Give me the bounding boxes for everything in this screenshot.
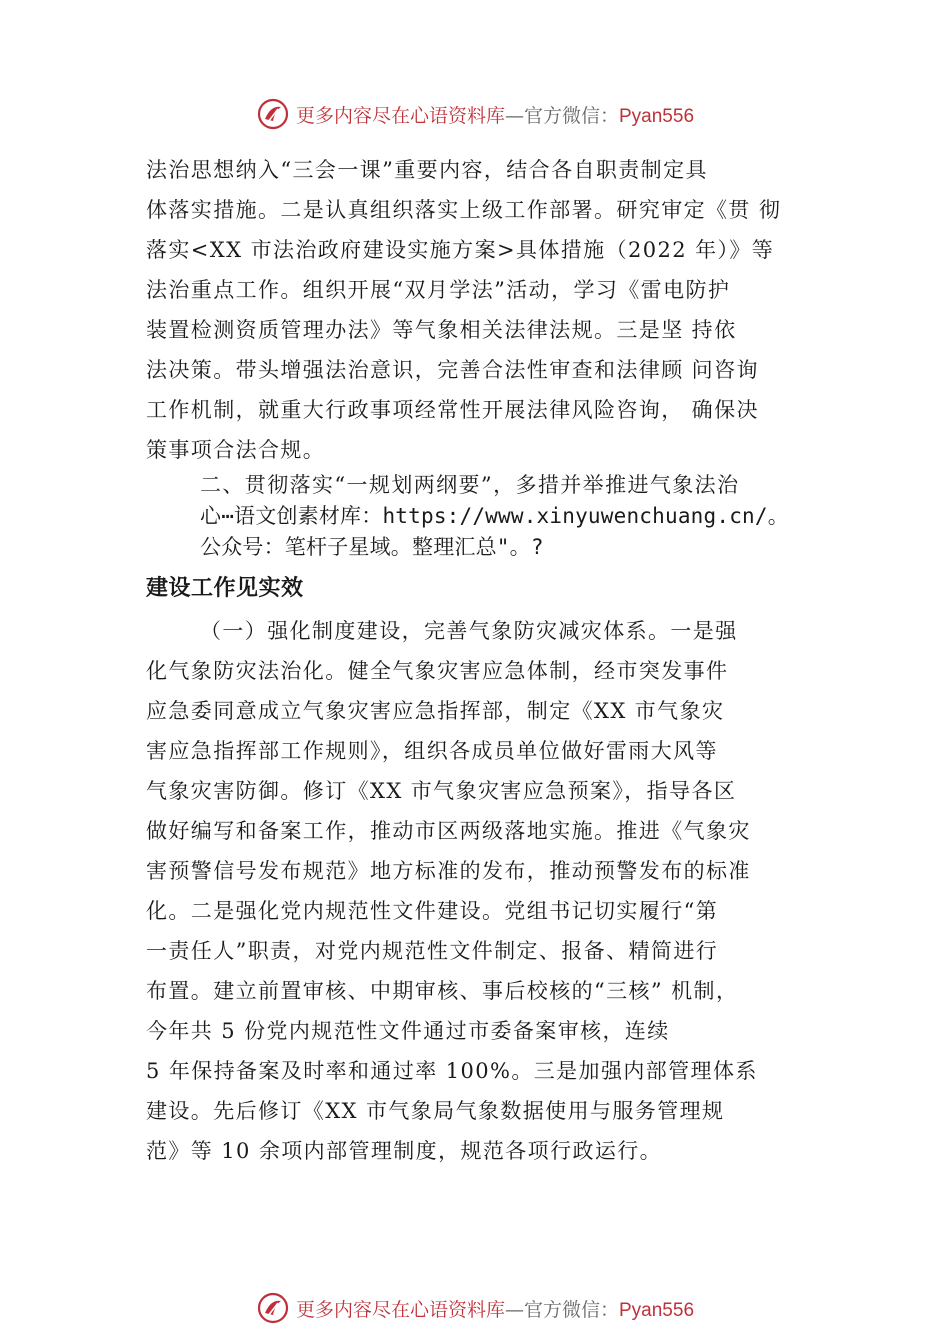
paragraph-line: 应急委同意成立气象灾害应急指挥部，制定《XX 市气象灾 xyxy=(146,699,725,723)
footer-banner xyxy=(0,1288,950,1328)
paragraph-line: 化。二是强化党内规范性文件建设。党组书记切实履行“第 xyxy=(146,899,719,923)
paragraph-line: 法决策。带头增强法治意识，完善合法性审查和法律顾 问咨询 xyxy=(146,358,759,382)
banner-text xyxy=(296,1295,694,1322)
section-heading: 建设工作见实效 xyxy=(146,576,304,601)
paragraph-line: 法治思想纳入“三会一课”重要内容，结合各自职责制定具 xyxy=(146,158,708,182)
banner-brand: 更多内容尽在心语资料库 xyxy=(295,104,505,127)
paragraph-line: 建设。先后修订《XX 市气象局气象数据使用与服务管理规 xyxy=(146,1099,725,1123)
brand-logo-icon xyxy=(256,97,290,131)
paragraph-line: 害预警信号发布规范》地方标准的发布，推动预警发布的标准 xyxy=(146,859,751,883)
paragraph-line: 做好编写和备案工作，推动市区两级落地实施。推进《气象灾 xyxy=(146,819,751,843)
paragraph-line: 5 年保持备案及时率和通过率 100%。三是加强内部管理体系 xyxy=(146,1059,758,1083)
source-note-line: 心⋯语文创素材库：https://www.xinyuwenchuang.cn/。 xyxy=(200,504,789,528)
banner-text xyxy=(296,101,694,128)
paragraph-line: 体落实措施。二是认真组织落实上级工作部署。研究审定《贯 彻 xyxy=(146,198,782,222)
paragraph-line: 气象灾害防御。修订《XX 市气象灾害应急预案》，指导各区 xyxy=(146,779,737,803)
banner-brand: 更多内容尽在心语资料库 xyxy=(295,1298,505,1321)
paragraph-line: 害应急指挥部工作规则》，组织各成员单位做好雷雨大风等 xyxy=(146,739,718,763)
paragraph-line: 布置。建立前置审核、中期审核、事后校核的“三核” 机制， xyxy=(146,979,739,1003)
paragraph-line: 范》等 10 余项内部管理制度，规范各项行政运行。 xyxy=(146,1139,663,1163)
brand-logo-icon xyxy=(256,1291,290,1325)
banner-wechat-label: 官方微信： xyxy=(523,104,619,127)
paragraph-line: 策事项合法合规。 xyxy=(146,438,326,462)
source-note-line: 公众号：笔杆子星域。整理汇总"。? xyxy=(200,535,544,559)
paragraph-line: 今年共 5 份党内规范性文件通过市委备案审核，连续 xyxy=(146,1019,670,1043)
paragraph-line: 落实<XX 市法治政府建设实施方案>具体措施（2022 年）》等 xyxy=(146,238,775,262)
paragraph-line: 装置检测资质管理办法》等气象相关法律法规。三是坚 持依 xyxy=(146,318,737,342)
document-body xyxy=(146,150,836,1171)
header-banner xyxy=(0,94,950,134)
banner-wechat-label: 官方微信： xyxy=(523,1298,619,1321)
paragraph-line: 化气象防灾法治化。健全气象灾害应急体制，经市突发事件 xyxy=(146,659,729,683)
banner-wechat-id: Pyan556 xyxy=(619,105,695,127)
paragraph-line: 法治重点工作。组织开展“双月学法”活动，学习《雷电防护 xyxy=(146,278,731,302)
banner-dash: — xyxy=(504,1298,524,1321)
banner-dash: — xyxy=(504,104,524,127)
paragraph-line: 工作机制，就重大行政事项经常性开展法律风险咨询， 确保决 xyxy=(146,398,759,422)
banner-wechat-id: Pyan556 xyxy=(619,1299,695,1321)
section-title-line: 二、贯彻落实“一规划两纲要”，多措并举推进气象法治 xyxy=(200,473,740,497)
paragraph-line: （一）强化制度建设，完善气象防灾减灾体系。一是强 xyxy=(200,619,738,643)
paragraph-line: 一责任人”职责，对党内规范性文件制定、报备、精简进行 xyxy=(146,939,719,963)
